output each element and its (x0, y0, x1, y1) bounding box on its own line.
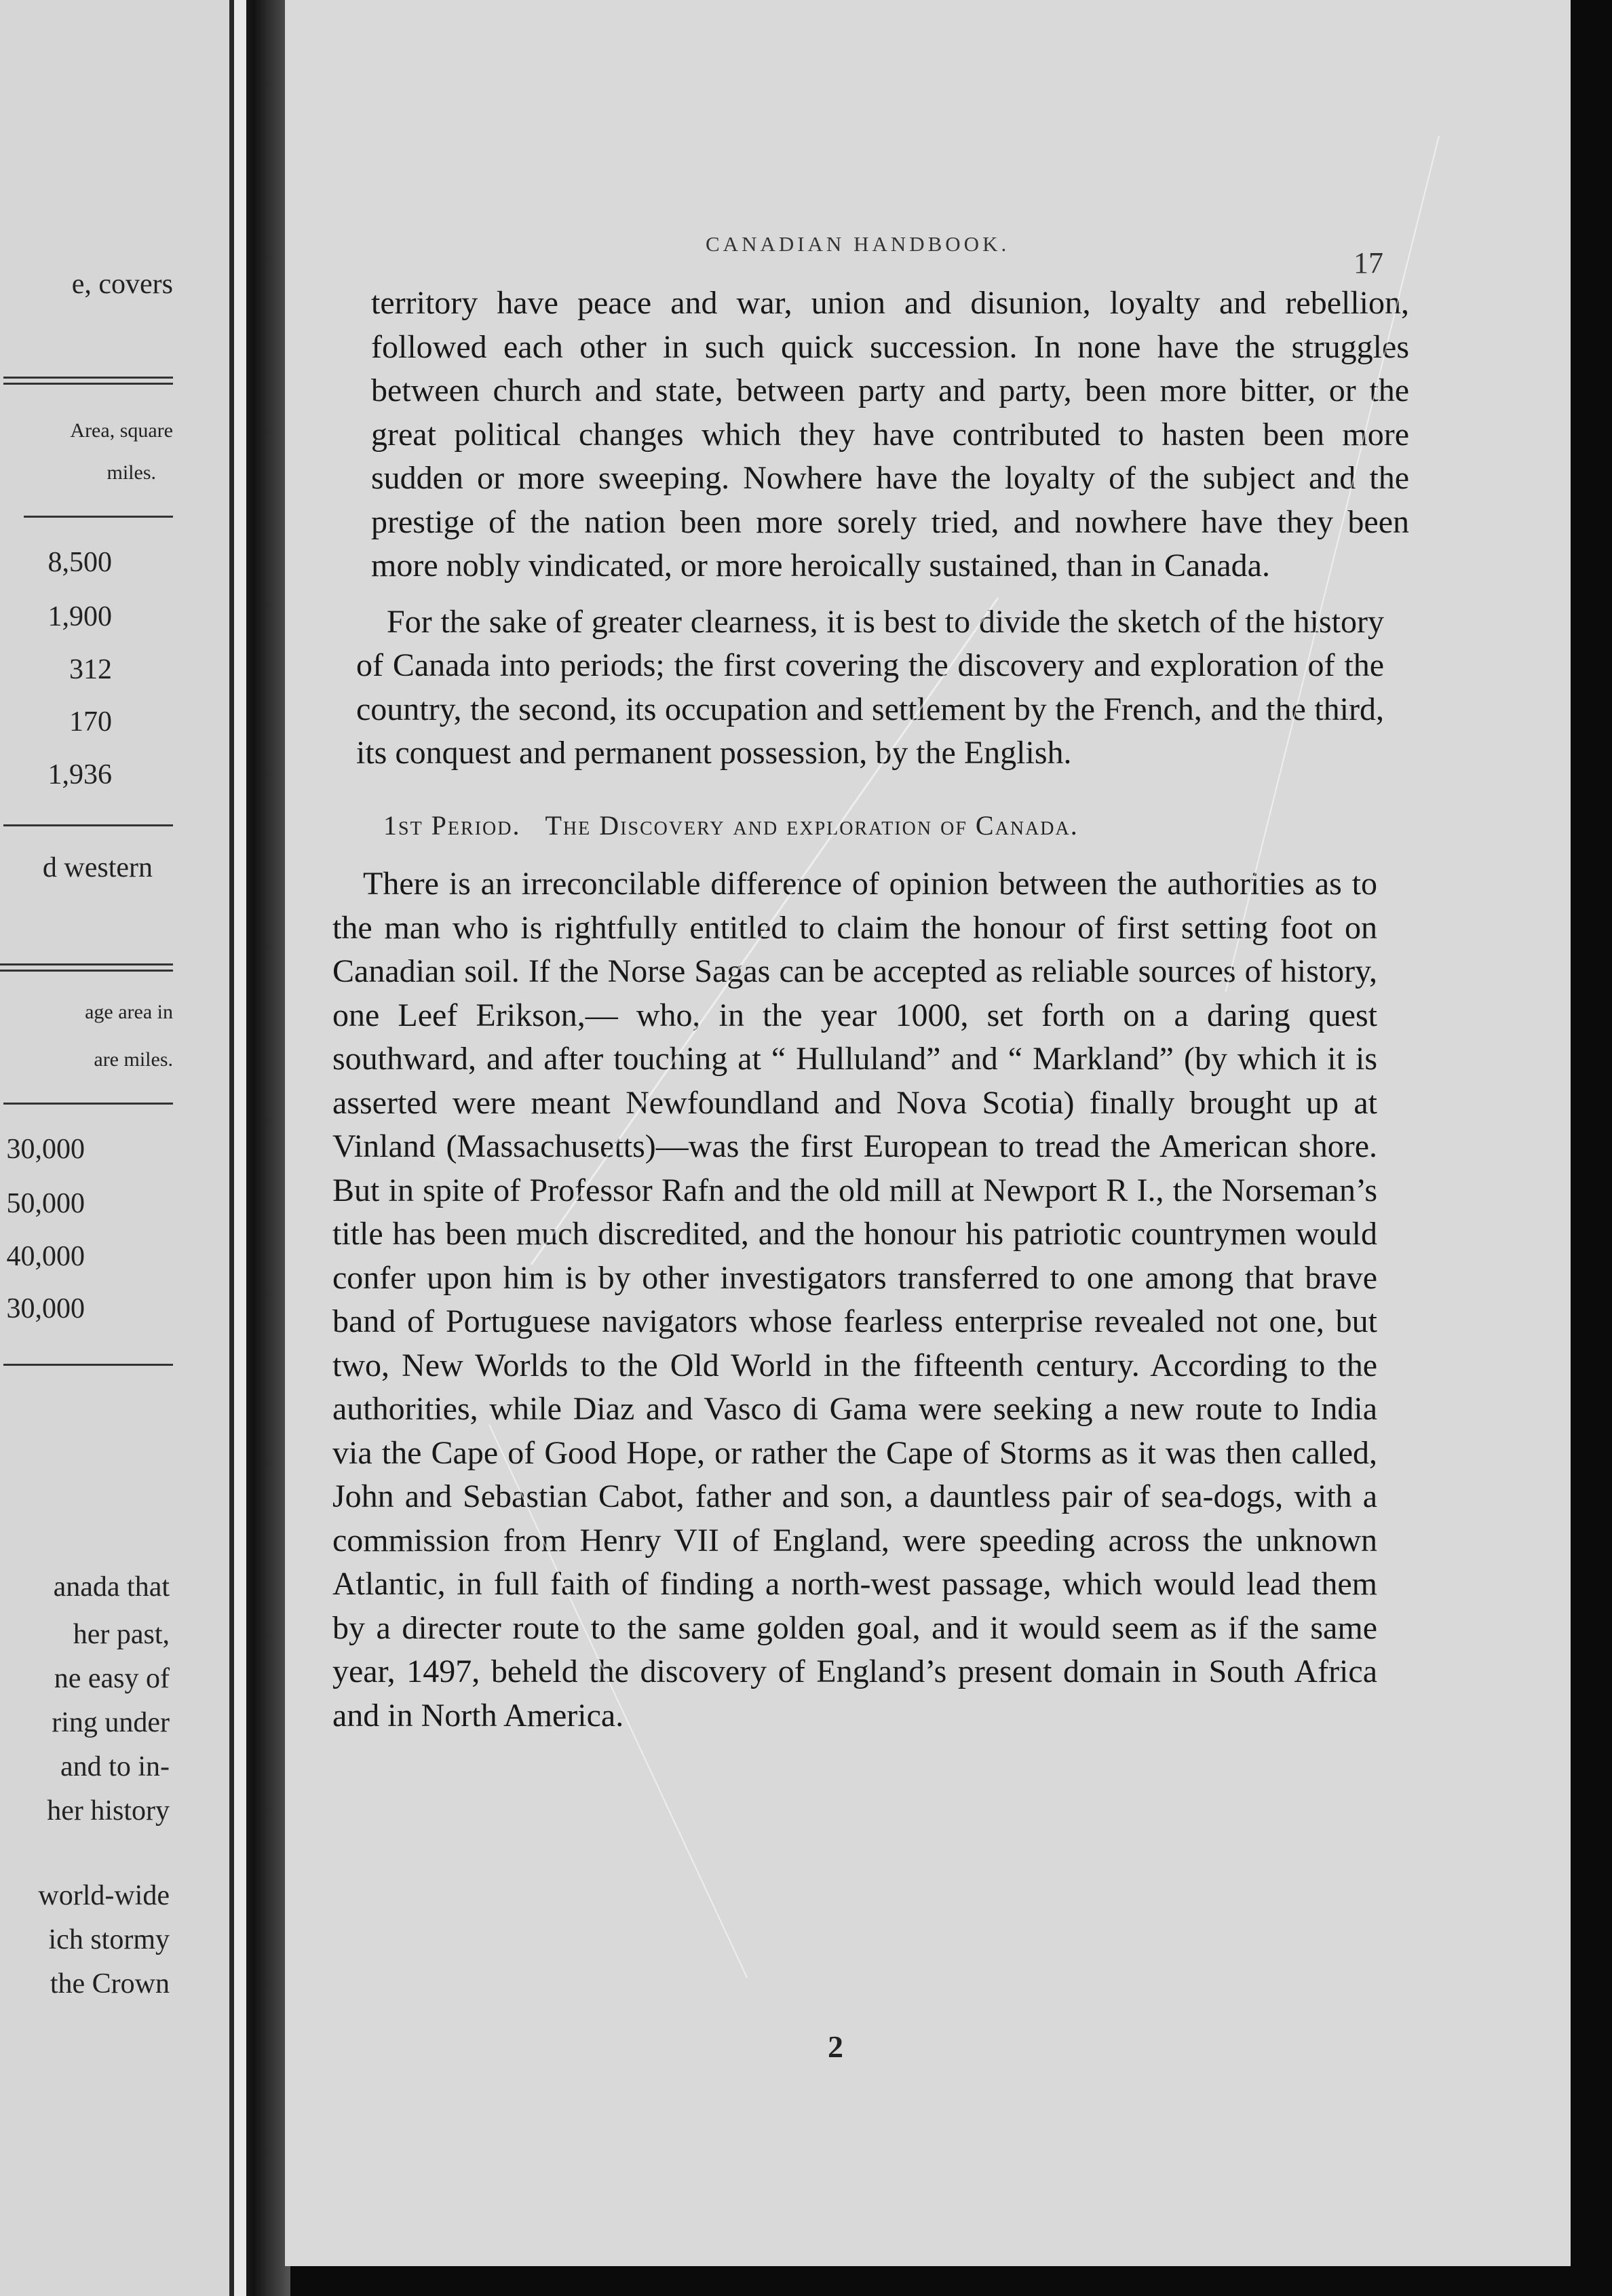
facing-page-fragment (0, 0, 237, 2296)
page-number: 17 (1354, 246, 1383, 280)
book-page (285, 0, 1571, 2266)
facing-page-text: e, covers (71, 269, 173, 300)
table-rule (3, 824, 173, 826)
facing-page-text: d western (42, 852, 153, 883)
table-rule (3, 377, 173, 385)
table-cell: 170 (69, 706, 112, 738)
paragraph: There is an irreconcilable difference of opinion between the authorities as to the man who is rightfully entitled to claim the honour of first setting foot on Canadian soil. If the Norse Sagas can be accepted as reliable sources of history, one Leef Erikson,— who, in the year 1000, set forth on a daring quest southward, and after touching at “ Hulluland” and “ Markland” (by which it is asserted were meant Newfoundland and Nova Scotia) finally brought up at Vinland (Massachusetts)—was the first European to tread the American shore. But in spite of Professor Rafn and the old mill at Newport R I., the Norseman’s title has been much discredited, and the honour his patriotic countrymen would confer upon him is by other investigators transferred to one among that brave band of Portuguese navigators whose fearless enterprise revealed not one, but two, New Worlds to the Old World in the fifteenth century. According to the authorities, while Diaz and Vasco di Gama were seeking a new route to India via the Cape of Good Hope, or rather the Cape of Storms as it was then called, John and Sebastian Cabot, father and son, a dauntless pair of sea-dogs, with a commission from Henry VII of England, were speeding across the unknown Atlantic, in full faith of finding a north-west passage, which would lead them by a directer route to the same golden goal, and it would seem as if the same year, 1497, beheld the discovery of England’s present domain in South Africa and in North America. (332, 866, 1377, 1734)
table-header: age area in (85, 1001, 173, 1023)
facing-page-text: world-wide (38, 1880, 170, 1911)
table-cell: 30,000 (6, 1134, 85, 1165)
table-header: Area, square (70, 419, 173, 442)
facing-page-text: her history (47, 1795, 170, 1826)
signature-mark: 2 (828, 2029, 843, 2064)
table-cell: 8,500 (47, 547, 112, 578)
table-rule (3, 1364, 173, 1366)
section-heading-title: The Discovery and exploration of Canada. (545, 809, 1079, 841)
facing-page-text: ne easy of (54, 1663, 170, 1694)
paragraph: territory have peace and war, union and disunion, loyalty and rebellion, followed each other in such quick succession. In none have the struggles between church and state, between party and party, been more bitter, or the great political changes which they have contributed to hasten been more sudden or more sweeping. Nowhere have the loyalty of the subject and the prestige of the nation been more sorely tried, and nowhere have they been more nobly vindicated, or more heroically sustained, than in Canada. (371, 285, 1409, 583)
paragraph: For the sake of greater clearness, it is best to divide the sketch of the history of Canada into periods; the first covering the discovery and exploration of the country, the second, its occupation and settlement by the French, and the third, its conquest and permanent possession, by the English. (356, 603, 1384, 771)
facing-page-text: and to in- (60, 1751, 170, 1782)
facing-page-text: anada that (53, 1571, 170, 1603)
table-cell: 1,900 (47, 601, 112, 632)
table-rule (3, 1103, 173, 1105)
table-cell: 50,000 (6, 1188, 85, 1219)
table-cell: 312 (69, 654, 112, 685)
page-body (332, 282, 1612, 1738)
table-cell: 40,000 (6, 1241, 85, 1272)
facing-page-text: ich stormy (48, 1924, 170, 1955)
gutter-edge (234, 0, 246, 2296)
section-heading-label: 1st Period. (383, 809, 521, 841)
table-header: are miles. (94, 1048, 173, 1071)
table-rule (0, 963, 173, 972)
running-title: CANADIAN HANDBOOK. (706, 232, 1010, 256)
table-rule (24, 516, 173, 518)
table-cell: 30,000 (6, 1293, 85, 1324)
facing-page-text: the Crown (50, 1968, 170, 2000)
facing-page-text: ring under (52, 1707, 170, 1738)
facing-page-text: her past, (73, 1619, 170, 1650)
table-header: miles. (107, 461, 156, 484)
table-cell: 1,936 (47, 759, 112, 790)
section-heading (383, 804, 1612, 848)
